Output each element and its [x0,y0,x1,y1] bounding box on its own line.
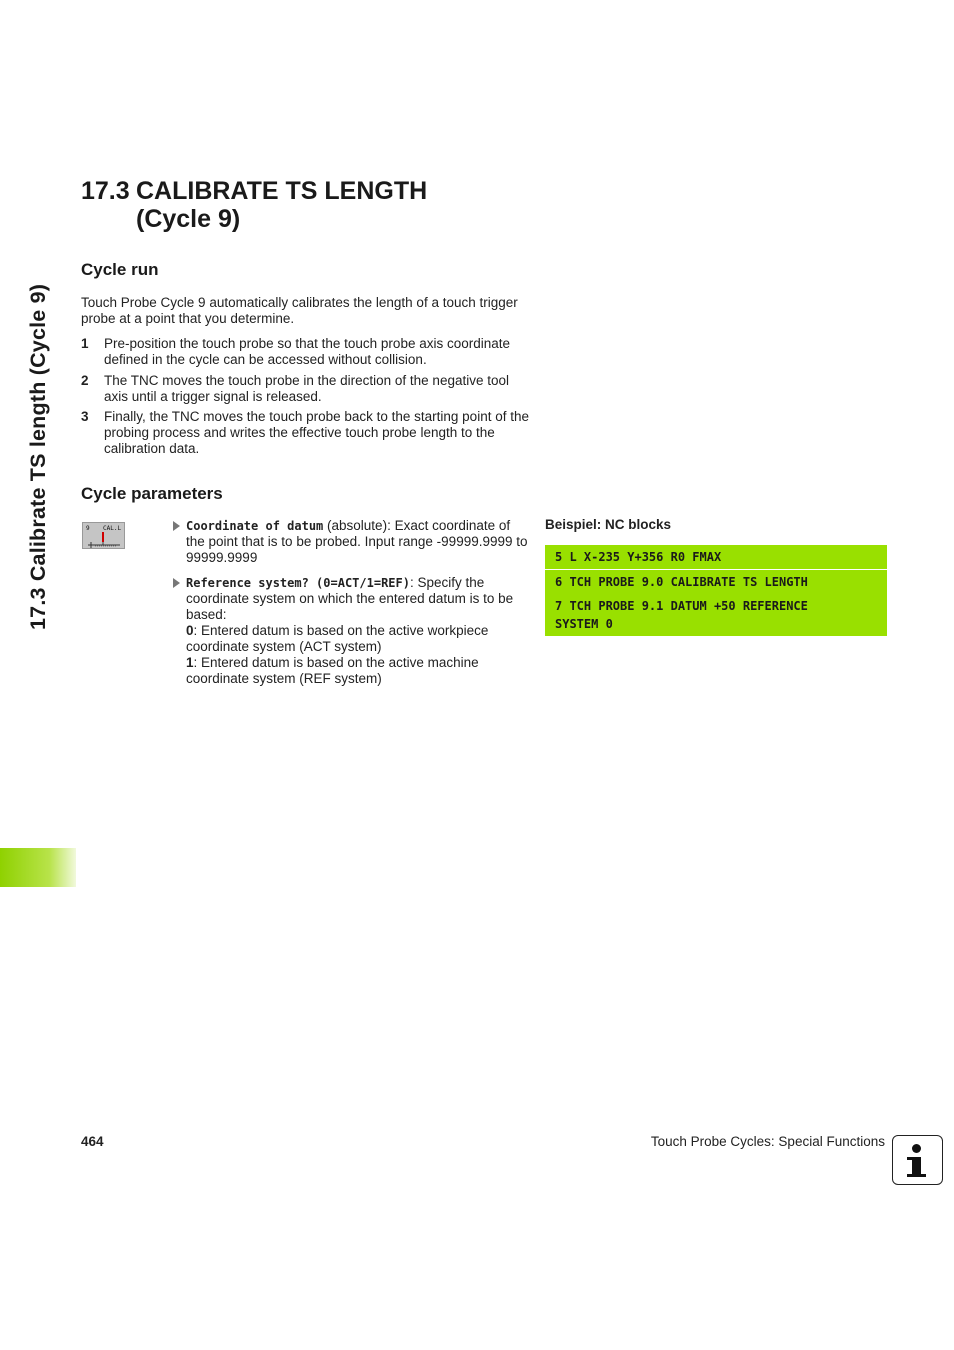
chapter-title [81,177,427,233]
triangle-bullet-icon [173,578,180,588]
option-text: : Entered datum is based on the active machine coordinate system (REF system) [186,655,479,686]
chapter-number: 17.3 [81,177,130,205]
step-number: 2 [81,372,89,388]
nc-block: 5 L X-235 Y+356 R0 FMAX [545,545,887,569]
list-item [81,373,531,405]
step-text: The TNC moves the touch probe in the direction of the negative tool axis until a trigger signal is released. [104,372,509,404]
parameter-list [173,518,528,696]
parameter-coordinate-of-datum [173,518,528,566]
list-item [81,336,531,368]
step-number: 3 [81,409,89,424]
chapter-title-line1: CALIBRATE TS LENGTH [136,177,428,205]
info-icon [892,1135,943,1185]
option-key: 1 [186,655,194,670]
calibrate-length-softkey-icon [82,522,125,549]
cycle-run-intro: Touch Probe Cycle 9 automatically calibrates the length of a touch trigger probe at a point that you determine. [81,295,518,326]
option-key: 0 [186,623,194,638]
parameter-description: (absolute): Exact coordinate of the point that is to be probed. Input range -99999.9999 to 99999.9999 [186,518,528,565]
side-chapter-title: 17.3 Calibrate TS length (Cycle 9) [26,283,50,630]
page-number: 464 [81,1134,104,1149]
cycle-run-heading: Cycle run [81,260,159,279]
step-text: Pre-position the touch probe so that the touch probe axis coordinate defined in the cycle can be accessed without collision. [104,336,511,367]
step-number: 1 [81,336,89,351]
softkey-label: CAL.L [103,525,122,532]
nc-block: 6 TCH PROBE 9.0 CALIBRATE TS LENGTH [545,570,887,594]
parameter-reference-system [173,575,528,687]
cycle-parameters-heading: Cycle parameters [81,484,223,503]
parameter-name: Reference system? (0=ACT/1=REF) [186,576,410,590]
nc-block: 7 TCH PROBE 9.1 DATUM +50 REFERENCE SYSTEM 0 [545,594,887,636]
step-text: Finally, the TNC moves the touch probe back to the starting point of the probing process and writes the effective touch probe length to the calibration data. [104,409,529,456]
chapter-title-line2: (Cycle 9) [136,205,241,233]
triangle-bullet-icon [173,521,180,531]
chapter-tab-marker [0,848,76,887]
example-title: Beispiel: NC blocks [545,517,672,532]
footer-chapter-name: Touch Probe Cycles: Special Functions [650,1134,885,1149]
list-item [81,409,531,457]
cycle-run-steps [81,336,531,462]
softkey-number: 9 [86,525,90,532]
probe-drawing-icon [83,523,126,550]
parameter-description: : Specify the coordinate system on which the entered datum is to be based: [186,575,514,622]
parameter-name: Coordinate of datum [186,519,324,533]
option-text: : Entered datum is based on the active workpiece coordinate system (ACT system) [186,623,489,654]
